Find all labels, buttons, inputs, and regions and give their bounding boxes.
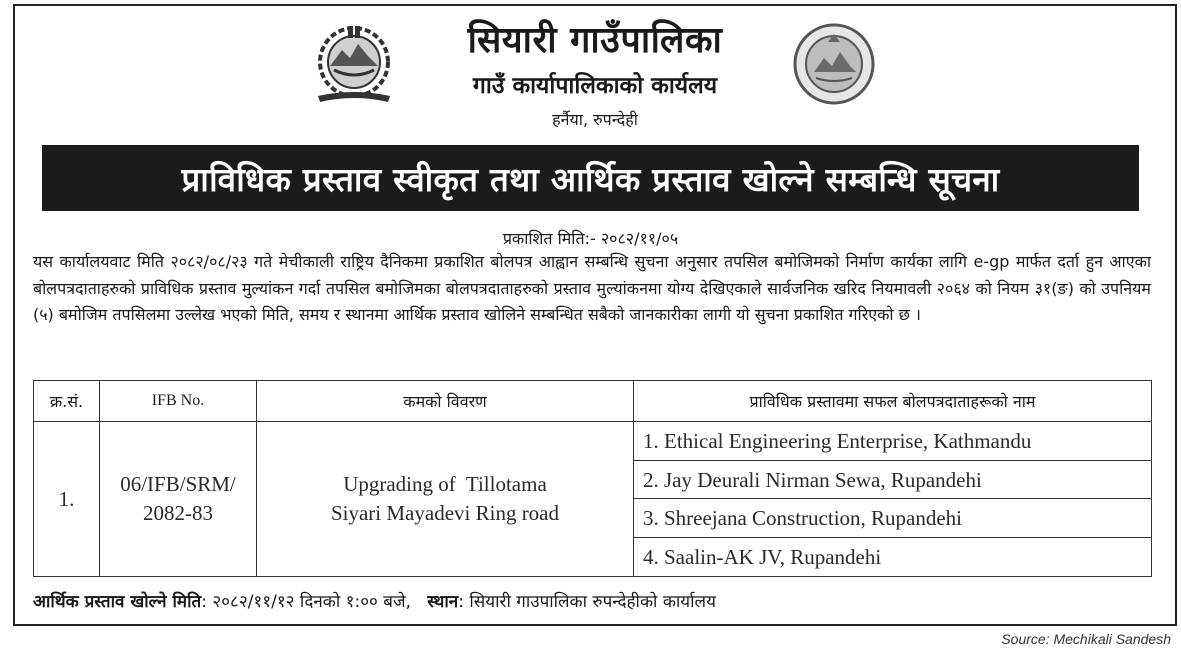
notice-title: प्राविधिक प्रस्ताव स्वीकृत तथा आर्थिक प्रस्ताव खोल्ने सम्बन्धि सूचना xyxy=(181,159,1000,199)
work-line-1: Upgrading of Tillotama xyxy=(343,472,547,496)
municipality-seal-logo xyxy=(792,22,876,106)
opening-date-value: : २०८२/११/१२ दिनको १:०० बजे, xyxy=(201,592,412,612)
ifb-line-1: 06/IFB/SRM/ xyxy=(120,472,236,496)
notice-body: यस कार्यालयवाट मिति २०८२/०८/२३ गते मेचीकाली राष्ट्रिय दैनिकमा प्रकाशित बोलपत्र आह्वान सम्बन्धि सुचना अनुसार तपसिल बमोजिमको निर्माण कार्यका लागि e-gp मार्फत दर्ता हुन आएका बोलपत्रदाताहरुको प्राविधिक प्रस्ताव मुल्यांकन गर्दा तपसिल बमोजिमका बोलपत्रदाताहरुको प्रस्ताव मुल्यांकनमा योग्य देखिएकाले सार्वजनिक खरिद नियमावली २०६४ को नियम ३१(ङ) को उपनियम (५) बमोजिम तपसिलमा उल्लेख भएको मिति, समय र स्थानमा आर्थिक प्रस्ताव खोलिने सम्बन्धित सबैको जानकारीका लागी यो सुचना प्रकाशित गरिएको छ । xyxy=(33,252,1151,324)
row-serial: 1. xyxy=(34,422,100,577)
row-work xyxy=(257,422,634,577)
row-ifb xyxy=(100,422,257,577)
header-serial: क्र.सं. xyxy=(34,381,100,422)
opening-date-label: आर्थिक प्रस्ताव खोल्ने मिति xyxy=(33,592,202,612)
bid-table xyxy=(33,380,1152,577)
venue-value: : सियारी गाउपालिका रुपन्देहीको कार्यालय xyxy=(458,592,716,612)
work-line-2: Siyari Mayadevi Ring road xyxy=(330,501,560,525)
row-bidders xyxy=(634,422,1152,577)
published-date: प्रकाशित मिति:- २०८२/११/०५ xyxy=(502,229,679,248)
office-name: गाउँ कार्यापालिकाको कार्यलय xyxy=(472,73,718,99)
bidder-item: 3. Shreejana Construction, Rupandehi xyxy=(634,499,1151,538)
header-work: कमको विवरण xyxy=(257,381,634,422)
municipality-name: सियारी गाउँपालिका xyxy=(467,20,723,61)
header-bidders: प्राविधिक प्रस्तावमा सफल बोलपत्रदाताहरूको नाम xyxy=(634,381,1152,422)
bidder-item: 4. Saalin-AK JV, Rupandehi xyxy=(643,544,882,569)
bidder-item: 1. Ethical Engineering Enterprise, Kathmandu xyxy=(634,422,1151,461)
office-address: हर्नैया, रुपन्देही xyxy=(552,110,638,129)
notice-title-banner xyxy=(42,145,1139,211)
table-row xyxy=(34,422,1152,577)
table-header-row xyxy=(34,381,1152,422)
source-credit: Source: Mechikali Sandesh xyxy=(1001,631,1171,647)
ifb-line-2: 2082-83 xyxy=(143,501,213,525)
bidder-item: 2. Jay Deurali Nirman Sewa, Rupandehi xyxy=(634,461,1151,500)
nepal-emblem-logo xyxy=(308,22,400,104)
header-ifb: IFB No. xyxy=(100,381,257,422)
opening-info xyxy=(33,589,716,612)
venue-label: स्थान xyxy=(427,592,459,612)
